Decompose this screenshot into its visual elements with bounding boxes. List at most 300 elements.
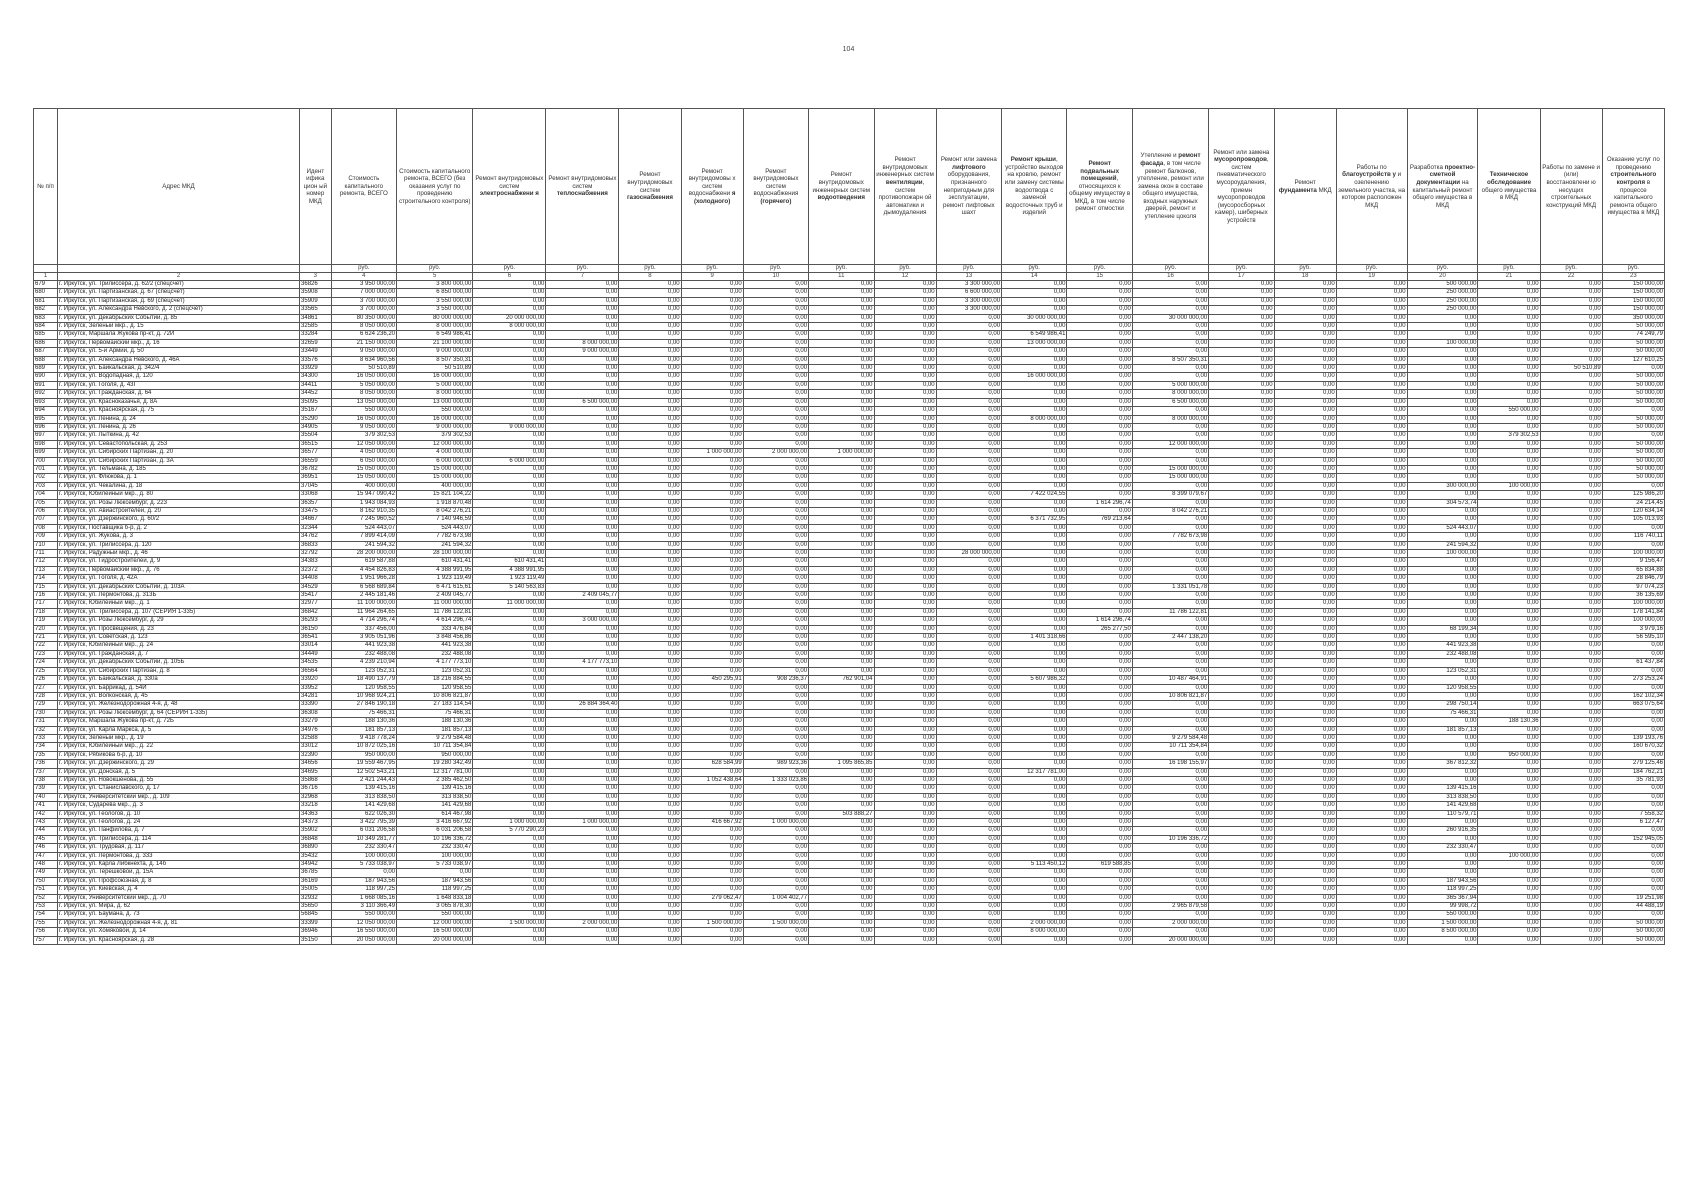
table-cell: 622 026,30 [331, 810, 396, 818]
table-cell: 769 213,64 [1067, 516, 1132, 524]
table-cell: 0,00 [1274, 877, 1336, 885]
column-number-cell: 8 [619, 273, 681, 281]
table-cell: 0,00 [1336, 919, 1407, 927]
address-cell: г. Иркутск, ул. Дзержинского, д. 29 [57, 760, 299, 768]
table-cell: 0,00 [473, 474, 546, 482]
table-cell: 0,00 [1274, 592, 1336, 600]
address-cell: г. Иркутск, ул. Сибирских Партизан, д. 8 [57, 667, 299, 675]
table-cell: 0,00 [874, 819, 936, 827]
table-cell: 0,00 [1540, 592, 1602, 600]
row-number-cell: 707 [34, 516, 58, 524]
table-cell: 0,00 [681, 407, 743, 415]
table-cell: 0,00 [619, 776, 681, 784]
column-number-cell: 21 [1478, 273, 1540, 281]
table-cell: 34535 [300, 659, 332, 667]
table-cell: 0,00 [743, 861, 808, 869]
table-cell: 0,00 [743, 608, 808, 616]
table-cell: 34695 [300, 768, 332, 776]
table-cell: 184 762,21 [1602, 768, 1664, 776]
table-cell: 0,00 [1540, 465, 1602, 473]
table-cell: 0,00 [809, 281, 874, 289]
table-cell: 0,00 [1478, 827, 1540, 835]
table-cell: 0,00 [809, 415, 874, 423]
table-cell: 0,00 [1407, 852, 1478, 860]
table-cell: 0,00 [1067, 718, 1132, 726]
table-cell: 0,00 [809, 381, 874, 389]
table-cell: 0,00 [874, 566, 936, 574]
table-cell: 0,00 [473, 306, 546, 314]
table-cell: 0,00 [1209, 348, 1274, 356]
row-number-cell: 736 [34, 760, 58, 768]
table-cell: 0,00 [681, 844, 743, 852]
table-cell: 0,00 [936, 877, 1001, 885]
table-cell: 0,00 [473, 592, 546, 600]
table-cell: 0,00 [874, 642, 936, 650]
table-cell: 0,00 [1478, 726, 1540, 734]
row-number-cell: 755 [34, 919, 58, 927]
table-cell: 0,00 [619, 499, 681, 507]
table-row [34, 482, 1665, 490]
table-cell: 0,00 [1132, 365, 1208, 373]
table-cell: 0,00 [1407, 634, 1478, 642]
table-cell: 0,00 [1002, 718, 1067, 726]
table-cell: 1 331 051,78 [1132, 583, 1208, 591]
table-cell: 0,00 [1478, 793, 1540, 801]
table-cell: 0,00 [1067, 642, 1132, 650]
table-cell: 0,00 [1274, 802, 1336, 810]
table-cell: 0,00 [1540, 802, 1602, 810]
table-cell: 0,00 [743, 734, 808, 742]
table-cell: 150 000,00 [1602, 289, 1664, 297]
table-cell: 0,00 [1002, 297, 1067, 305]
page-number: 104 [842, 46, 855, 53]
table-cell: 0,00 [1209, 692, 1274, 700]
table-cell: 118 997,25 [331, 886, 396, 894]
table-cell: 0,00 [1132, 776, 1208, 784]
table-cell: 0,00 [809, 516, 874, 524]
table-cell: 0,00 [1540, 331, 1602, 339]
table-cell: 279 125,46 [1602, 760, 1664, 768]
table-cell: 0,00 [936, 491, 1001, 499]
table-cell: 123 052,31 [1407, 667, 1478, 675]
table-cell: 0,00 [473, 877, 546, 885]
table-cell: 0,00 [546, 306, 619, 314]
table-row [34, 844, 1665, 852]
table-cell: 0,00 [1067, 785, 1132, 793]
table-cell: 13 000 000,00 [397, 398, 473, 406]
table-cell: 3 905 051,96 [331, 634, 396, 642]
table-cell: 0,00 [681, 701, 743, 709]
table-cell: 36833 [300, 541, 332, 549]
address-cell: г. Иркутск, ул. Карла Маркса, д. 5 [57, 726, 299, 734]
table-cell: 0,00 [809, 734, 874, 742]
address-cell: г. Иркутск, ул. Трилиссера, д. 120 [57, 541, 299, 549]
table-row [34, 659, 1665, 667]
table-cell: 16 000 000,00 [397, 415, 473, 423]
table-cell: 0,00 [936, 844, 1001, 852]
table-cell: 10 349 281,77 [331, 835, 396, 843]
address-cell: г. Иркутск, ул. Лыткина, д. 42 [57, 432, 299, 440]
table-cell: 0,00 [1002, 642, 1067, 650]
table-cell: 0,00 [619, 709, 681, 717]
table-cell: 0,00 [809, 793, 874, 801]
table-cell: 0,00 [1540, 373, 1602, 381]
table-cell: 0,00 [1209, 390, 1274, 398]
address-cell: г. Иркутск, ул. Трудовая, д. 117 [57, 844, 299, 852]
table-cell: 0,00 [1209, 676, 1274, 684]
table-cell: 34976 [300, 726, 332, 734]
table-cell: 0,00 [1067, 449, 1132, 457]
table-cell: 0,00 [809, 474, 874, 482]
table-cell: 0,00 [681, 306, 743, 314]
table-cell: 0,00 [936, 634, 1001, 642]
table-cell: 0,00 [1067, 886, 1132, 894]
table-cell: 0,00 [1407, 440, 1478, 448]
column-header-14: Ремонт крыши, устройство выходов на кровлю, ремонт или замену системы водоотвода с заменой водосточных труб и изделий [1002, 109, 1067, 265]
table-cell: 0,00 [619, 844, 681, 852]
table-cell: 0,00 [809, 465, 874, 473]
table-cell: 65 834,88 [1602, 566, 1664, 574]
table-cell: 0,00 [1067, 869, 1132, 877]
table-cell: 0,00 [936, 516, 1001, 524]
table-cell: 0,00 [681, 575, 743, 583]
table-cell: 0,00 [681, 877, 743, 885]
table-cell: 4 177 773,10 [546, 659, 619, 667]
address-cell: г. Иркутск, ул. Геологов, д. 10 [57, 810, 299, 818]
table-cell: 32390 [300, 751, 332, 759]
table-row [34, 734, 1665, 742]
table-cell: 2 447 138,20 [1132, 634, 1208, 642]
table-cell: 28 100 000,00 [397, 550, 473, 558]
row-number-cell: 730 [34, 709, 58, 717]
table-cell: 0,00 [809, 491, 874, 499]
table-cell: 0,00 [1002, 819, 1067, 827]
table-cell: 0,00 [546, 440, 619, 448]
table-cell: 0,00 [473, 869, 546, 877]
table-cell: 0,00 [874, 524, 936, 532]
row-number-cell: 724 [34, 659, 58, 667]
table-cell: 0,00 [1067, 936, 1132, 944]
table-cell: 0,00 [743, 533, 808, 541]
table-cell: 100 000,00 [1602, 600, 1664, 608]
table-cell: 1 333 023,86 [743, 776, 808, 784]
table-cell: 0,00 [1132, 894, 1208, 902]
table-cell: 80 000 000,00 [397, 314, 473, 322]
table-cell: 0,00 [1336, 869, 1407, 877]
table-cell: 2 385 462,50 [397, 776, 473, 784]
table-cell: 50 510,89 [331, 365, 396, 373]
table-cell: 0,00 [1209, 583, 1274, 591]
table-cell: 0,00 [1336, 886, 1407, 894]
table-cell: 0,00 [936, 768, 1001, 776]
table-cell: 0,00 [936, 432, 1001, 440]
table-cell: 0,00 [546, 726, 619, 734]
row-number-cell: 691 [34, 381, 58, 389]
address-cell: г. Иркутск, Первомайский мкр., д. 76 [57, 566, 299, 574]
table-cell: 35150 [300, 936, 332, 944]
table-cell: 0,00 [1274, 894, 1336, 902]
table-row [34, 785, 1665, 793]
table-cell: 0,00 [473, 516, 546, 524]
table-cell: 0,00 [809, 844, 874, 852]
address-cell: г. Иркутск, ул. Советская, д. 123 [57, 634, 299, 642]
table-cell: 0,00 [1209, 802, 1274, 810]
table-cell: 0,00 [1540, 314, 1602, 322]
unit-cell: руб. [681, 265, 743, 273]
table-cell: 4 714 296,74 [331, 617, 396, 625]
table-cell: 6 127,47 [1602, 819, 1664, 827]
table-cell: 0,00 [1002, 356, 1067, 364]
table-cell: 0,00 [743, 692, 808, 700]
table-cell: 50 000,00 [1602, 936, 1664, 944]
table-cell: 0,00 [1540, 911, 1602, 919]
table-cell: 160 670,32 [1602, 743, 1664, 751]
table-cell: 0,00 [1209, 894, 1274, 902]
table-cell: 0,00 [1067, 533, 1132, 541]
table-cell: 19 251,98 [1602, 894, 1664, 902]
table-cell: 0,00 [546, 802, 619, 810]
table-cell: 15 000 000,00 [397, 465, 473, 473]
table-cell: 0,00 [619, 592, 681, 600]
table-cell: 0,00 [809, 365, 874, 373]
table-cell: 7 000 000,00 [331, 289, 396, 297]
table-cell: 0,00 [936, 365, 1001, 373]
table-cell: 0,00 [1002, 381, 1067, 389]
table-cell: 3 700 000,00 [331, 297, 396, 305]
table-cell: 0,00 [809, 558, 874, 566]
table-cell: 0,00 [1540, 726, 1602, 734]
table-cell: 610 431,41 [397, 558, 473, 566]
table-cell: 0,00 [1132, 726, 1208, 734]
row-number-cell: 713 [34, 566, 58, 574]
table-cell: 0,00 [1274, 356, 1336, 364]
table-cell: 0,00 [1336, 583, 1407, 591]
table-cell: 18 216 884,55 [397, 676, 473, 684]
table-cell: 0,00 [874, 365, 936, 373]
table-cell: 0,00 [473, 861, 546, 869]
table-cell: 0,00 [743, 659, 808, 667]
table-cell: 0,00 [1274, 449, 1336, 457]
table-cell: 0,00 [619, 877, 681, 885]
table-cell: 250 000,00 [1407, 297, 1478, 305]
table-cell: 0,00 [809, 331, 874, 339]
row-number-cell: 714 [34, 575, 58, 583]
table-cell: 0,00 [1602, 650, 1664, 658]
table-cell: 0,00 [1132, 844, 1208, 852]
table-cell: 0,00 [809, 482, 874, 490]
table-cell: 12 000 000,00 [1132, 440, 1208, 448]
table-cell: 0,00 [1602, 827, 1664, 835]
address-cell: г. Иркутск, ул. Баррикад, д. 54И [57, 684, 299, 692]
table-cell: 0,00 [1209, 734, 1274, 742]
table-cell: 0,00 [809, 297, 874, 305]
table-cell: 0,00 [1540, 457, 1602, 465]
table-cell: 0,00 [743, 701, 808, 709]
table-cell: 0,00 [1209, 592, 1274, 600]
table-cell: 0,00 [473, 903, 546, 911]
table-cell: 0,00 [681, 331, 743, 339]
table-cell: 0,00 [1132, 827, 1208, 835]
table-cell: 0,00 [1209, 743, 1274, 751]
table-cell: 0,00 [743, 903, 808, 911]
table-cell: 0,00 [681, 314, 743, 322]
table-cell: 0,00 [1002, 600, 1067, 608]
table-cell: 0,00 [1540, 390, 1602, 398]
table-cell: 0,00 [619, 726, 681, 734]
table-cell: 0,00 [743, 785, 808, 793]
table-cell: 0,00 [473, 634, 546, 642]
table-cell: 0,00 [874, 465, 936, 473]
table-cell: 0,00 [546, 625, 619, 633]
table-cell: 0,00 [1478, 516, 1540, 524]
table-cell: 0,00 [1067, 457, 1132, 465]
table-cell: 0,00 [1274, 617, 1336, 625]
address-cell: г. Иркутск, Радужный мкр., д. 46 [57, 550, 299, 558]
table-cell: 0,00 [1209, 844, 1274, 852]
table-cell: 0,00 [809, 566, 874, 574]
table-cell: 0,00 [1067, 768, 1132, 776]
table-cell: 0,00 [874, 323, 936, 331]
table-cell: 18 490 137,79 [331, 676, 396, 684]
table-cell: 0,00 [1602, 793, 1664, 801]
table-cell: 0,00 [681, 440, 743, 448]
table-cell: 0,00 [1002, 583, 1067, 591]
table-cell: 36848 [300, 835, 332, 843]
column-header-7: Ремонт внутридомовых систем теплоснабжения [546, 109, 619, 265]
unit-cell [34, 265, 58, 273]
table-cell: 0,00 [1067, 676, 1132, 684]
table-cell: 0,00 [743, 642, 808, 650]
table-cell: 0,00 [1002, 692, 1067, 700]
table-cell: 0,00 [936, 835, 1001, 843]
table-cell: 0,00 [546, 667, 619, 675]
table-cell: 2 445 181,46 [331, 592, 396, 600]
address-cell: г. Иркутск, ул. Севастопольская, д. 253 [57, 440, 299, 448]
table-row [34, 323, 1665, 331]
table-cell: 0,00 [1407, 432, 1478, 440]
table-cell: 15 000 000,00 [1132, 474, 1208, 482]
table-cell: 141 429,68 [397, 802, 473, 810]
table-cell: 0,00 [743, 852, 808, 860]
table-cell: 0,00 [1274, 676, 1336, 684]
table-cell: 0,00 [546, 432, 619, 440]
table-cell: 33012 [300, 743, 332, 751]
table-row [34, 903, 1665, 911]
row-number-cell: 752 [34, 894, 58, 902]
table-cell: 0,00 [743, 289, 808, 297]
address-cell: г. Иркутск, Университетский мкр., д. 70 [57, 894, 299, 902]
table-cell: 619 588,85 [1067, 861, 1132, 869]
table-cell: 0,00 [743, 835, 808, 843]
table-cell: 3 422 795,39 [331, 819, 396, 827]
table-cell: 0,00 [619, 650, 681, 658]
table-cell: 1 668 085,16 [331, 894, 396, 902]
table-cell: 0,00 [473, 482, 546, 490]
table-cell: 0,00 [1478, 869, 1540, 877]
table-cell: 0,00 [1209, 642, 1274, 650]
address-cell: г. Иркутск, ул. Партизанская, д. 67 (спецсчет) [57, 289, 299, 297]
table-cell: 0,00 [1478, 928, 1540, 936]
table-cell: 0,00 [936, 659, 1001, 667]
table-cell: 0,00 [936, 440, 1001, 448]
table-cell: 0,00 [1209, 903, 1274, 911]
table-cell: 0,00 [743, 407, 808, 415]
row-number-cell: 741 [34, 802, 58, 810]
table-cell: 0,00 [619, 802, 681, 810]
table-cell: 0,00 [809, 726, 874, 734]
table-cell: 11 100 000,00 [331, 600, 396, 608]
table-cell: 0,00 [936, 852, 1001, 860]
table-cell: 0,00 [809, 684, 874, 692]
table-cell: 300 000,00 [1407, 482, 1478, 490]
table-cell: 20 000 000,00 [1132, 936, 1208, 944]
table-cell: 0,00 [1336, 600, 1407, 608]
table-cell: 34411 [300, 381, 332, 389]
table-cell: 0,00 [1274, 306, 1336, 314]
table-cell: 0,00 [1274, 323, 1336, 331]
unit-cell: руб. [1002, 265, 1067, 273]
table-cell: 0,00 [743, 465, 808, 473]
table-cell: 0,00 [809, 356, 874, 364]
table-cell: 0,00 [1274, 861, 1336, 869]
table-cell: 0,00 [1209, 331, 1274, 339]
table-cell: 0,00 [1336, 482, 1407, 490]
table-cell: 0,00 [1067, 583, 1132, 591]
table-cell: 33390 [300, 701, 332, 709]
table-cell: 0,00 [936, 709, 1001, 717]
table-cell: 0,00 [936, 524, 1001, 532]
table-cell: 0,00 [546, 903, 619, 911]
table-cell: 379 302,53 [397, 432, 473, 440]
table-cell: 0,00 [874, 793, 936, 801]
table-cell: 11 000 000,00 [397, 600, 473, 608]
table-cell: 0,00 [1478, 550, 1540, 558]
table-cell: 0,00 [1209, 373, 1274, 381]
table-cell: 1 052 438,64 [681, 776, 743, 784]
table-row [34, 365, 1665, 373]
table-cell: 0,00 [1067, 331, 1132, 339]
table-cell: 0,00 [1407, 835, 1478, 843]
address-cell: г. Иркутск, ул. Жукова, д. 3 [57, 533, 299, 541]
table-cell: 0,00 [1478, 760, 1540, 768]
table-cell: 0,00 [1274, 550, 1336, 558]
table-cell: 0,00 [619, 768, 681, 776]
table-cell: 0,00 [874, 297, 936, 305]
table-cell: 0,00 [1478, 617, 1540, 625]
table-cell: 0,00 [1478, 297, 1540, 305]
row-number-cell: 717 [34, 600, 58, 608]
table-cell: 0,00 [1540, 289, 1602, 297]
address-cell: г. Иркутск, ул. Гоголя, д. 43Г [57, 381, 299, 389]
row-number-cell: 709 [34, 533, 58, 541]
table-cell: 0,00 [1209, 768, 1274, 776]
table-cell: 0,00 [1602, 726, 1664, 734]
table-cell: 36716 [300, 785, 332, 793]
table-cell: 0,00 [546, 600, 619, 608]
table-cell: 0,00 [874, 684, 936, 692]
table-cell: 3 065 878,30 [397, 903, 473, 911]
table-cell: 0,00 [681, 692, 743, 700]
table-cell: 0,00 [1067, 928, 1132, 936]
table-cell: 0,00 [681, 743, 743, 751]
table-cell: 0,00 [473, 793, 546, 801]
table-cell: 36564 [300, 667, 332, 675]
table-cell: 0,00 [1602, 911, 1664, 919]
table-cell: 30 000 000,00 [1002, 314, 1067, 322]
row-number-cell: 751 [34, 886, 58, 894]
table-cell: 450 295,91 [681, 676, 743, 684]
table-cell: 34667 [300, 516, 332, 524]
